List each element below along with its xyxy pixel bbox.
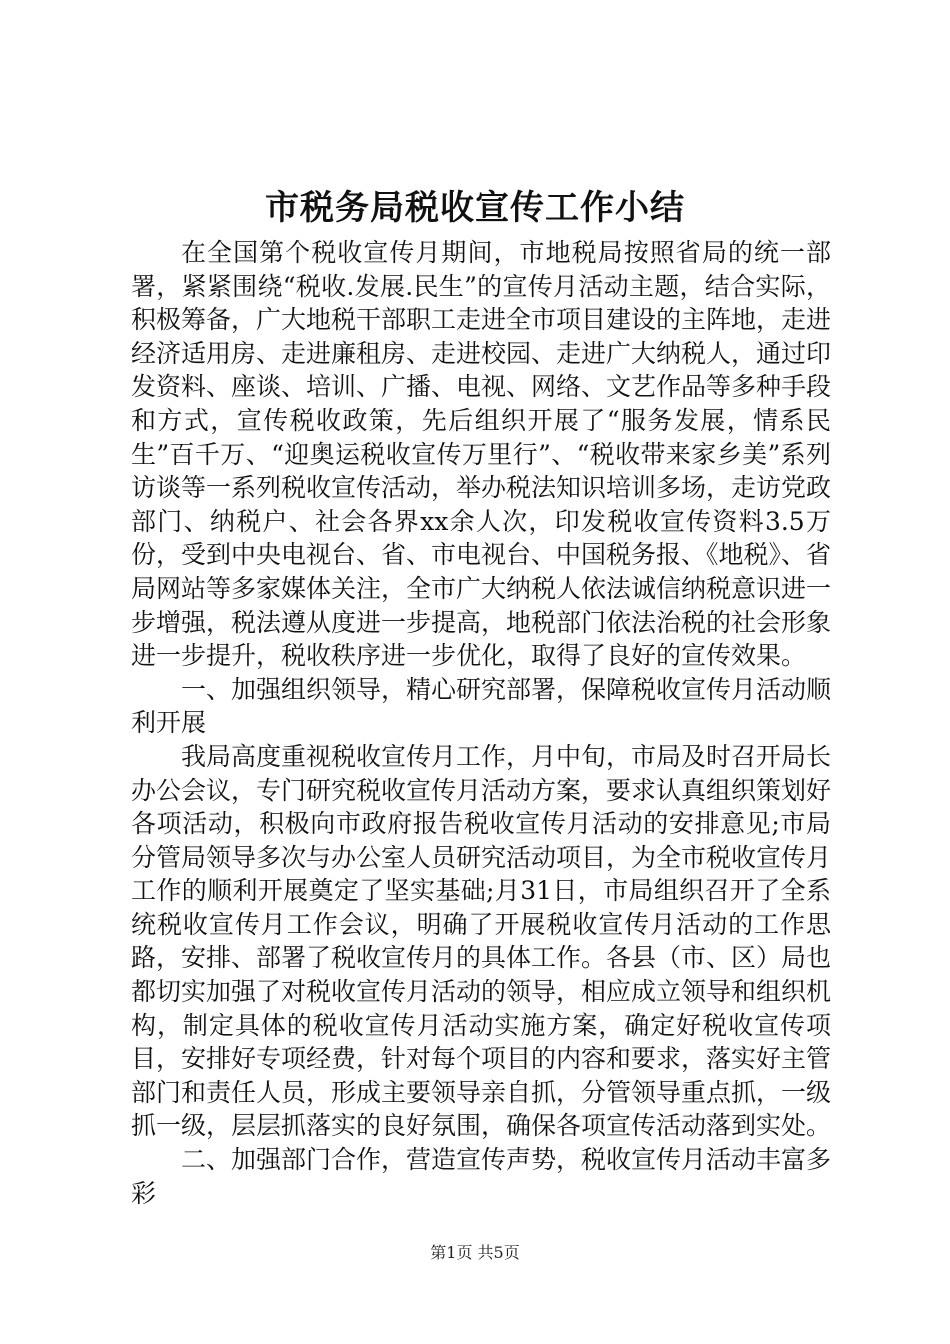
section-1-paragraph: 我局高度重视税收宣传月工作，月中旬，市局及时召开局长办公会议，专门研究税收宣传月活动方案，要求认真组织策划好各项活动，积极向市政府报告税收宣传月活动的安排意见;市局分管局领导多次与办公室人员研究活动项目，为全市税收宣传月工作的顺利开展奠定了坚实基础;月31日，市局组织召开了全系统税收宣传月工作会议，明确了开展税收宣传月活动的工作思路，安排、部署了税收宣传月的具体工作。各县（市、区）局也都切实加强了对税收宣传月活动的领导，相应成立领导和组织机构，制定具体的税收宣传月活动实施方案，确定好税收宣传项目，安排好专项经费，针对每个项目的内容和要求，落实好主管部门和责任人员，形成主要领导亲自抓，分管领导重点抓，一级抓一级，层层抓落实的良好氛围，确保各项宣传活动落到实处。 [131, 741, 832, 1141]
document-body [131, 236, 831, 1210]
intro-paragraph: 在全国第个税收宣传月期间，市地税局按照省局的统一部署，紧紧围绕“税收.发展.民生”的宣传月活动主题，结合实际，积极筹备，广大地税干部职工走进全市项目建设的主阵地，走进经济适用房、走进廉租房、走进校园、走进广大纳税人，通过印发资料、座谈、培训、广播、电视、网络、文艺作品等多种手段和方式，宣传税收政策，先后组织开展了“服务发展，情系民生”百千万、“迎奥运税收宣传万里行”、“税收带来家乡美”系列访谈等一系列税收宣传活动，举办税法知识培训多场，走访党政部门、纳税户、社会各界xx余人次，印发税收宣传资料3.5万份，受到中央电视台、省、市电视台、中国税务报、《地税》、省局网站等多家媒体关注，全市广大纳税人依法诚信纳税意识进一步增强，税法遵从度进一步提高，地税部门依法治税的社会形象进一步提升，税收秩序进一步优化，取得了良好的宣传效果。 [131, 238, 832, 671]
section-heading-1: 一、加强组织领导，精心研究部署，保障税收宣传月活动顺利开展 [131, 674, 832, 738]
document-title: 市税务局税收宣传工作小结 [265, 188, 685, 228]
section-heading-2: 二、加强部门合作，营造宣传声势，税收宣传月活动丰富多彩 [131, 1145, 832, 1208]
page-number-footer: 第1页 共5页 [430, 1243, 520, 1262]
